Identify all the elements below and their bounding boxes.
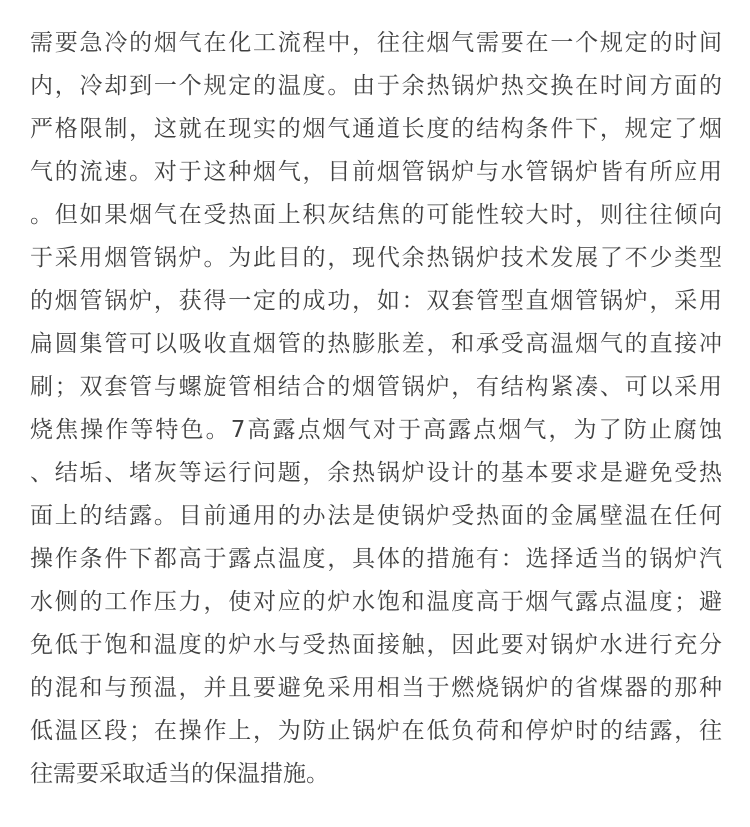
text-line: 需要急冷的烟气在化工流程中，往往烟气需要在一个规定的时间 — [30, 30, 722, 56]
text-line: 烧焦操作等特色。7高露点烟气对于高露点烟气，为了防止腐蚀 — [30, 417, 722, 443]
text-line-last: 往需要采取适当的保温措施。 — [30, 761, 329, 787]
text-line: 。但如果烟气在受热面上积灰结焦的可能性较大时，则往往倾向 — [30, 202, 722, 228]
text-line: 的混和与预温，并且要避免采用相当于燃烧锅炉的省煤器的那种 — [30, 675, 722, 701]
article-body — [30, 22, 722, 796]
text-line: 操作条件下都高于露点温度，具体的措施有：选择适当的锅炉汽 — [30, 546, 722, 572]
text-line: 面上的结露。目前通用的办法是使锅炉受热面的金属壁温在任何 — [30, 503, 722, 529]
text-line: 气的流速。对于这种烟气，目前烟管锅炉与水管锅炉皆有所应用 — [30, 159, 722, 185]
text-line: 免低于饱和温度的炉水与受热面接触，因此要对锅炉水进行充分 — [30, 632, 722, 658]
text-line: 内，冷却到一个规定的温度。由于余热锅炉热交换在时间方面的 — [30, 73, 722, 99]
text-line: 、结垢、堵灰等运行问题，余热锅炉设计的基本要求是避免受热 — [30, 460, 722, 486]
text-line: 严格限制，这就在现实的烟气通道长度的结构条件下，规定了烟 — [30, 116, 722, 142]
text-line: 低温区段；在操作上，为防止锅炉在低负荷和停炉时的结露，往 — [30, 718, 722, 744]
text-line: 的烟管锅炉，获得一定的成功，如：双套管型直烟管锅炉，采用 — [30, 288, 722, 314]
text-line: 刷；双套管与螺旋管相结合的烟管锅炉，有结构紧凑、可以采用 — [30, 374, 722, 400]
text-line: 扁圆集管可以吸收直烟管的热膨胀差，和承受高温烟气的直接冲 — [30, 331, 722, 357]
text-line: 于采用烟管锅炉。为此目的，现代余热锅炉技术发展了不少类型 — [30, 245, 722, 271]
text-line: 水侧的工作压力，使对应的炉水饱和温度高于烟气露点温度；避 — [30, 589, 722, 615]
